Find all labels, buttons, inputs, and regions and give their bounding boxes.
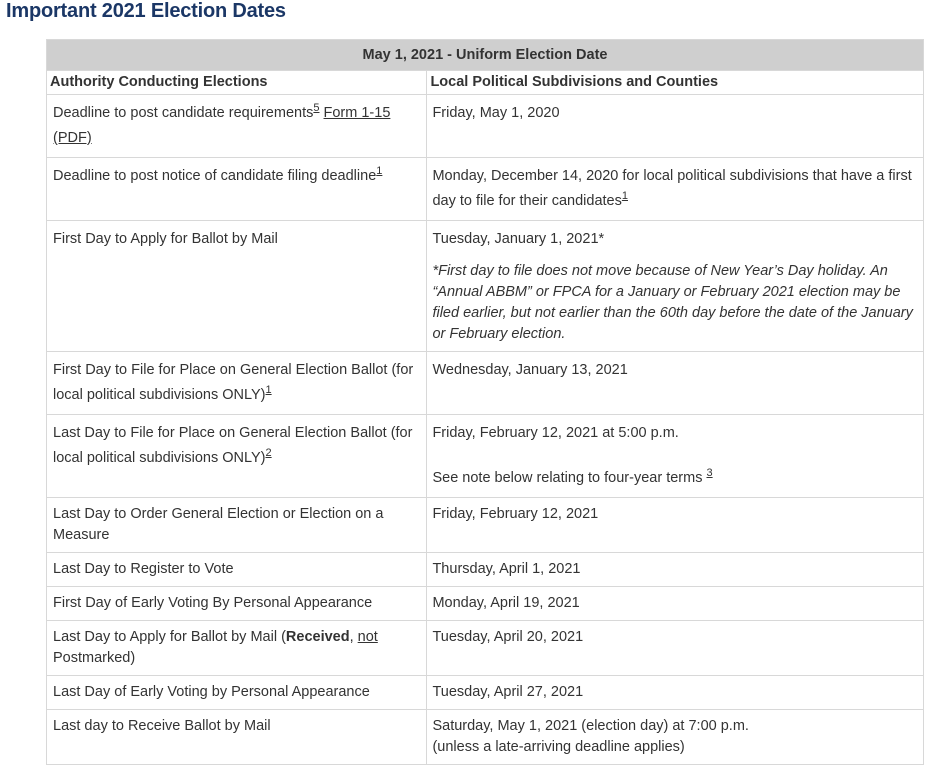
table-row [47, 621, 924, 676]
page-title: Important 2021 Election Dates [6, 0, 286, 22]
table-caption: May 1, 2021 - Uniform Election Date [47, 40, 924, 71]
form-1-15-link[interactable]: Form 1-15 (PDF) [53, 105, 391, 146]
row-label-text: Postmarked) [53, 650, 136, 666]
row-label: First Day to Apply for Ballot by Mail [47, 221, 427, 352]
received-emphasis: Received [285, 629, 350, 645]
row-label-text: Last Day to File for Place on General Election Ballot (for local political subdivisions ONLY) [53, 425, 413, 466]
election-dates-table [46, 39, 924, 765]
table-row [47, 553, 924, 587]
footnote-ref[interactable]: 1 [265, 384, 272, 396]
row-label [47, 95, 427, 158]
row-date: Saturday, May 1, 2021 (election day) at 7:00 p.m. (unless a late-arriving deadline applies) [427, 710, 924, 765]
table-row [47, 676, 924, 710]
footnote-ref[interactable]: 1 [621, 190, 628, 202]
row-date: Monday, April 19, 2021 [427, 587, 924, 621]
row-label [47, 415, 427, 498]
table-header-row [47, 71, 924, 95]
row-label: Last Day of Early Voting by Personal Appearance [47, 676, 427, 710]
row-label-text: First Day to File for Place on General Election Ballot (for local political subdivisions ONLY) [53, 362, 414, 403]
row-label: First Day of Early Voting By Personal Appearance [47, 587, 427, 621]
table-row [47, 158, 924, 221]
footnote-ref[interactable]: 3 [706, 467, 713, 479]
row-date: Friday, May 1, 2020 [427, 95, 924, 158]
row-date-text: Monday, December 14, 2020 for local political subdivisions that have a first day to file for their candidates [432, 168, 912, 209]
four-year-terms-note [432, 466, 917, 491]
row-date [427, 415, 924, 498]
row-date [427, 158, 924, 221]
column-header-subdivisions: Local Political Subdivisions and Counties [427, 71, 924, 95]
table-row [47, 95, 924, 158]
row-label: Last day to Receive Ballot by Mail [47, 710, 427, 765]
footnote-ref[interactable]: 1 [376, 165, 383, 177]
column-header-authority: Authority Conducting Elections [47, 71, 427, 95]
row-label [47, 158, 427, 221]
row-label: Last Day to Register to Vote [47, 553, 427, 587]
row-label [47, 352, 427, 415]
not-emphasis: not [357, 629, 378, 645]
footnote-ref[interactable]: 2 [265, 447, 272, 459]
row-label [47, 621, 427, 676]
row-date-text: Friday, February 12, 2021 at 5:00 p.m. [432, 425, 679, 441]
row-label-text: , [349, 629, 358, 645]
table-row [47, 415, 924, 498]
table-row [47, 587, 924, 621]
note-text: See note below relating to four-year terms [432, 470, 707, 486]
row-date: Wednesday, January 13, 2021 [427, 352, 924, 415]
footnote-ref[interactable]: 5 [313, 102, 320, 114]
row-label-text: Last Day to Apply for Ballot by Mail ( [53, 629, 286, 645]
row-date: Tuesday, April 20, 2021 [427, 621, 924, 676]
table-row [47, 498, 924, 553]
table-caption-row [47, 40, 924, 71]
row-date: Friday, February 12, 2021 [427, 498, 924, 553]
row-date [427, 221, 924, 352]
row-label-text: Deadline to post notice of candidate filing deadline [53, 168, 377, 184]
row-date: Tuesday, April 27, 2021 [427, 676, 924, 710]
row-label-text: Deadline to post candidate requirements [53, 105, 314, 121]
row-date-text: Tuesday, January 1, 2021* [432, 231, 605, 247]
new-year-note: *First day to file does not move because of New Year’s Day holiday. An “Annual ABBM” or FPCA for a January or February 2021 election may be filed earlier, but not earlier than the 60th day before the date of the January or February election. [432, 263, 913, 342]
row-date: Thursday, April 1, 2021 [427, 553, 924, 587]
table-row [47, 710, 924, 765]
row-label: Last Day to Order General Election or Election on a Measure [47, 498, 427, 553]
table-row [47, 352, 924, 415]
table-row [47, 221, 924, 352]
